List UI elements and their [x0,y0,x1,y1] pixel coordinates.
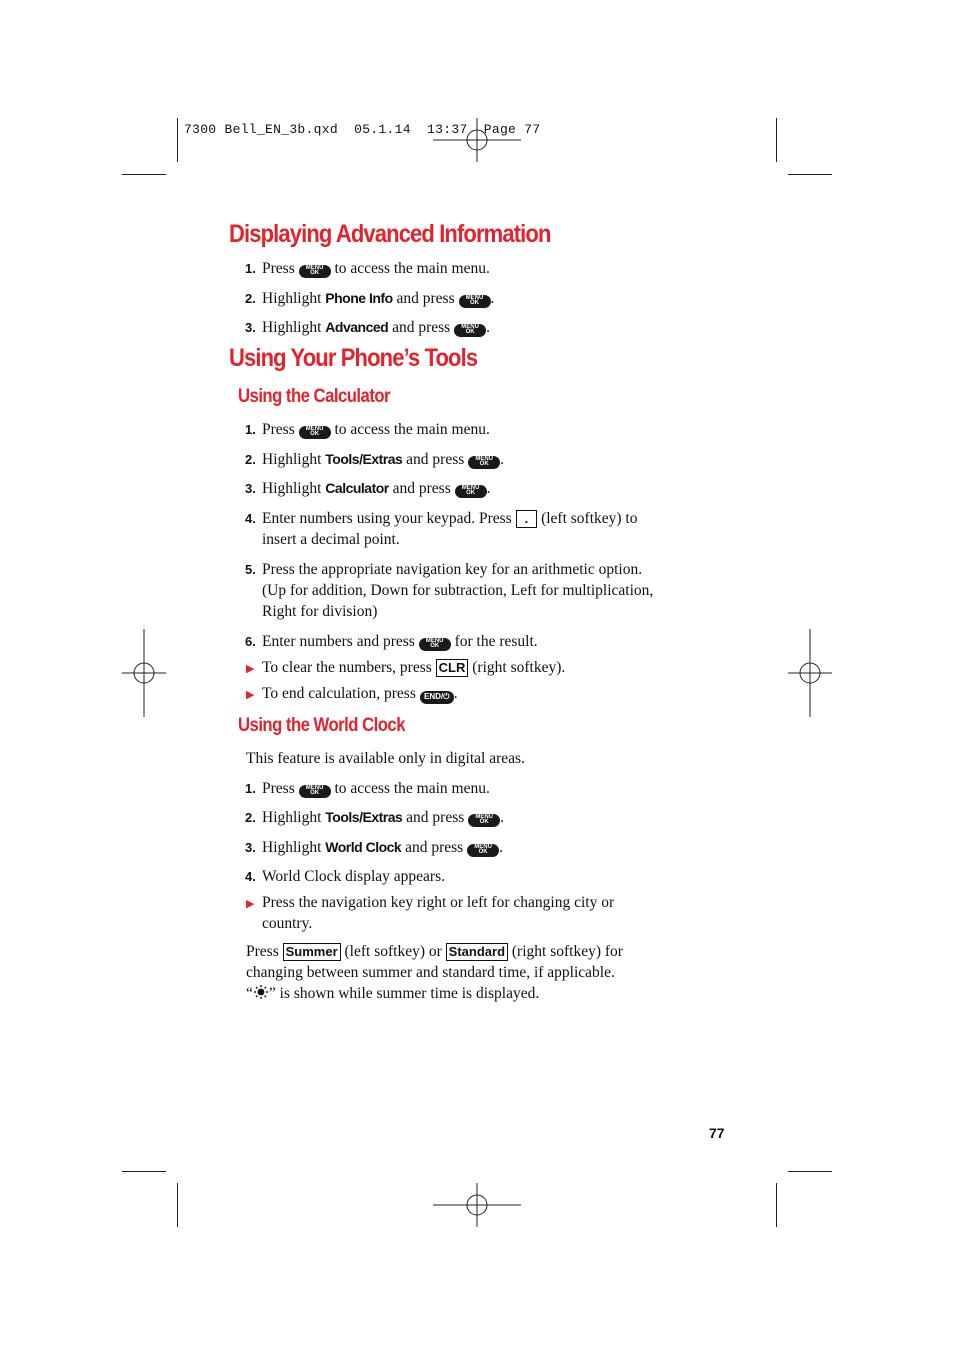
menu-ok-key-icon: MENU OK [467,844,499,857]
standard-softkey: Standard [446,943,508,961]
step: 3. Highlight Calculator and press MENU OK . [245,480,491,497]
step: 2. Highlight Tools/Extras and press MENU OK . [245,809,505,826]
step: 1. Press MENU OK to access the main menu. [245,260,490,277]
menu-ok-key-icon: MENU OK [419,638,451,651]
step: 1. Press MENU OK to access the main menu. [245,780,490,797]
menu-ok-key-icon: MENU OK [468,814,500,827]
summer-time-note: Press Summer (left softkey) or Standard (right softkey) for changing between summer and standard time, if applicable. “ ” is shown while summer time is displayed. [246,943,623,1002]
step: 1. Press MENU OK to access the main menu. [245,421,490,438]
sun-icon [253,985,269,999]
heading-calculator: Using the Calculator [238,386,391,407]
menu-ok-key-icon: MENU OK [299,426,331,439]
dot-softkey: . [516,510,538,528]
step: 2. Highlight Phone Info and press MENU OK . [245,290,495,307]
step: 4. World Clock display appears. [245,868,445,885]
menu-ok-key-icon: MENU OK [454,324,486,337]
step: 2. Highlight Tools/Extras and press MENU OK . [245,451,505,468]
step: 3. Highlight Advanced and press MENU OK . [245,319,490,336]
step: 5. Press the appropriate navigation key for an arithmetic option. (Up for addition, Down for subtraction, Left for multiplication, Right for division) [245,561,654,620]
menu-ok-key-icon: MENU OK [455,485,487,498]
bullet-item: ▶ To clear the numbers, press CLR (right softkey). [262,657,565,678]
bullet-item: ▶ To end calculation, press END/⏻ . [262,683,458,704]
heading-world-clock: Using the World Clock [238,715,405,736]
bullet-item: ▶ Press the navigation key right or left for changing city or country. [246,894,615,932]
triangle-bullet-icon: ▶ [246,663,255,675]
print-slug: 7300 Bell_EN_3b.qxd 05.1.14 13:37 Page 77 [184,122,541,137]
triangle-bullet-icon: ▶ [246,689,255,701]
triangle-bullet-icon: ▶ [246,898,255,910]
step: 3. Highlight World Clock and press MENU OK . [245,839,503,856]
summer-softkey: Summer [283,943,341,961]
step: 6. Enter numbers and press MENU OK for the result. [245,633,538,650]
menu-ok-key-icon: MENU OK [468,456,500,469]
menu-ok-key-icon: MENU OK [299,265,331,278]
menu-ok-key-icon: MENU OK [299,785,331,798]
clr-softkey: CLR [436,659,469,677]
page-number: 77 [709,1125,725,1141]
end-key-icon: END/⏻ [420,691,454,704]
menu-ok-key-icon: MENU OK [459,295,491,308]
intro-text: This feature is available only in digital areas. [246,750,525,767]
step: 4. Enter numbers using your keypad. Press . (left softkey) to insert a decimal point. [245,510,638,548]
heading-phone-tools: Using Your Phone’s Tools [229,344,478,372]
heading-advanced-info: Displaying Advanced Information [229,220,551,248]
